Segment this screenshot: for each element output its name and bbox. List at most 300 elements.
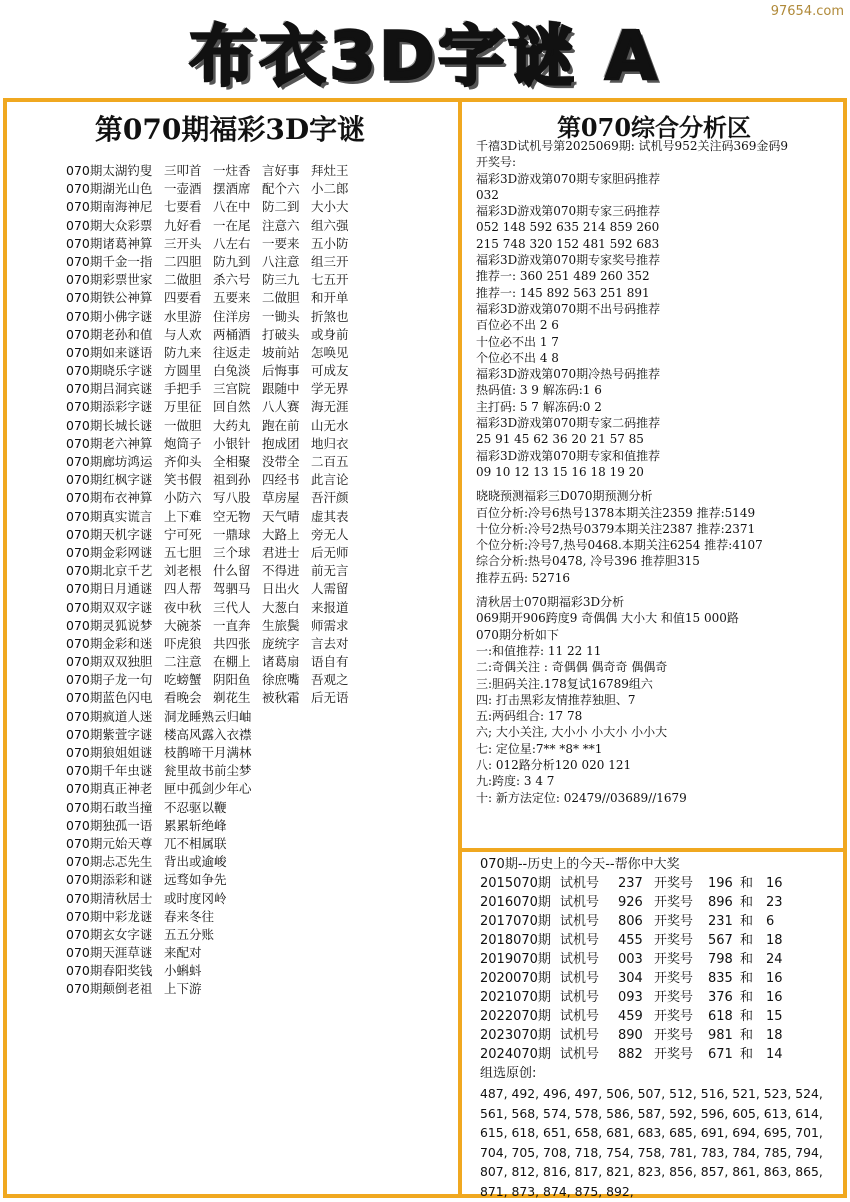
riddle-clue: [311, 817, 381, 835]
riddle-clue: 大葱白: [262, 599, 300, 615]
riddle-clue: 生旅鬓: [262, 617, 300, 633]
riddle-clue: [213, 762, 262, 780]
riddle-source: 070期老孙和值: [66, 326, 153, 342]
riddle-row: [66, 871, 456, 889]
riddle-clue: 或时度冈岭: [164, 890, 227, 906]
riddle-clue: [262, 708, 311, 726]
analysis-line: 070期分析如下: [476, 627, 559, 642]
shiji-label: 试机号: [560, 1047, 600, 1062]
riddle-clue: 被秋霜: [262, 690, 300, 706]
riddle-clue: 防九来: [164, 344, 202, 360]
riddle-clue: 四人帮: [164, 581, 202, 597]
riddle-source: 070期南海神尼: [66, 199, 153, 215]
riddle-clue: 跟随中: [262, 381, 300, 397]
riddle-clue: [213, 853, 262, 871]
riddle-clue: 此言论: [311, 472, 349, 488]
riddle-clue: [311, 944, 381, 962]
riddle-clue: 五小防: [311, 235, 349, 251]
riddle-source: 070期布衣神算: [66, 490, 153, 506]
riddle-clue: 防九到: [213, 253, 251, 269]
riddle-row: [66, 671, 456, 689]
riddle-clue: [213, 744, 262, 762]
riddle-row: [66, 162, 456, 180]
history-period: 2022070期: [480, 1009, 551, 1024]
site-watermark: 97654.com: [770, 4, 844, 19]
riddle-clue: [311, 708, 381, 726]
analysis-line: 215 748 320 152 481 592 683: [476, 236, 660, 251]
analysis-line: 个位分析:冷号7,热号0468.本期关注6254 推荐:4107: [476, 538, 763, 553]
riddle-clue: 吾观之: [311, 672, 349, 688]
analysis-line: 热码值: 3 9 解冻码:1 6: [476, 383, 602, 398]
analysis-gap: [476, 480, 846, 488]
riddle-clue: 回自然: [213, 399, 251, 415]
riddle-clue: 春来冬往: [164, 908, 215, 924]
history-period: 2021070期: [480, 990, 551, 1005]
analysis-line: 069期开906跨度9 奇偶偶 大小大 和值15 000路: [476, 611, 739, 626]
history-period: 2017070期: [480, 914, 551, 929]
riddle-clue: 拜灶王: [311, 163, 349, 178]
riddle-source: 070期清秋居士: [66, 890, 153, 906]
kaijiang-label: 开奖号: [654, 895, 694, 910]
riddle-clue: 徐庶嘴: [262, 672, 300, 688]
kaijiang-label: 开奖号: [654, 1047, 694, 1062]
riddle-clue: [311, 962, 381, 980]
riddle-clue: 全相聚: [213, 454, 251, 469]
analysis-line: 推荐一: 145 892 563 251 891: [476, 285, 650, 300]
riddle-clue: 五五分账: [164, 926, 215, 942]
riddle-source: 070期狼姐姐谜: [66, 745, 153, 760]
shiji-number: 882: [618, 1047, 643, 1062]
riddle-clue: 共四张: [213, 635, 251, 651]
analysis-line: 福彩3D游戏第070期专家和值推荐: [476, 448, 661, 463]
analysis-panel: [476, 138, 846, 806]
riddle-clue: 什么留: [213, 563, 251, 579]
shiji-label: 试机号: [560, 914, 600, 929]
riddle-clue: [311, 853, 381, 871]
riddle-clue: [262, 835, 311, 853]
riddle-clue: 言好事: [262, 163, 300, 178]
sum-value: 16: [766, 971, 783, 986]
shiji-number: 093: [618, 990, 643, 1005]
history-period: 2023070期: [480, 1028, 551, 1043]
riddle-source: 070期小佛字谜: [66, 308, 153, 324]
shiji-label: 试机号: [560, 990, 600, 1005]
kaijiang-number: 567: [708, 933, 733, 948]
riddle-clue: [213, 817, 262, 835]
analysis-line: 二:奇偶关注 : 奇偶偶 偶奇奇 偶偶奇: [476, 660, 668, 675]
history-title: 070期--历史上的今天--帮你中大奖: [480, 857, 680, 872]
sum-label: 和: [740, 952, 754, 967]
riddle-row: [66, 944, 456, 962]
riddle-source: 070期添彩字谜: [66, 399, 153, 415]
sum-value: 23: [766, 895, 783, 910]
riddle-source: 070期疯道人迷: [66, 708, 153, 724]
shiji-number: 455: [618, 933, 643, 948]
history-row: [478, 931, 842, 950]
riddle-clue: 坡前站: [262, 344, 300, 360]
riddle-row: [66, 744, 456, 762]
riddle-clue: 三代人: [213, 599, 251, 615]
kaijiang-number: 981: [708, 1028, 733, 1043]
riddle-row: [66, 653, 456, 671]
analysis-line: 清秋居士070期福彩3D分析: [476, 595, 625, 610]
sum-label: 和: [740, 990, 754, 1005]
analysis-line: 五:两码组合: 17 78: [476, 709, 583, 724]
riddle-clue: [262, 890, 311, 908]
riddle-clue: 空无物: [213, 508, 251, 524]
analysis-line: 十位必不出 1 7: [476, 334, 559, 349]
riddle-row: [66, 708, 456, 726]
riddle-clue: [311, 762, 381, 780]
riddle-clue: [213, 780, 262, 798]
riddle-clue: [213, 871, 262, 889]
sum-value: 16: [766, 876, 783, 891]
riddle-clue: [311, 799, 381, 817]
analysis-line: 052 148 592 635 214 859 260: [476, 220, 660, 235]
history-period: 2024070期: [480, 1047, 551, 1062]
kaijiang-label: 开奖号: [654, 971, 694, 986]
riddle-row: [66, 962, 456, 980]
riddle-clue: 虚其表: [311, 508, 349, 524]
riddle-clue: [213, 980, 262, 998]
riddle-clue: [262, 853, 311, 871]
riddle-clue: [311, 926, 381, 944]
riddle-clue: 住洋房: [213, 308, 251, 324]
riddle-clue: [213, 926, 262, 944]
sum-label: 和: [740, 876, 754, 891]
riddle-row: [66, 617, 456, 635]
riddle-clue: 杀六号: [213, 272, 251, 288]
shiji-number: 890: [618, 1028, 643, 1043]
riddle-clue: [262, 744, 311, 762]
history-row: [478, 1045, 842, 1064]
analysis-line: 开奖号:: [476, 155, 517, 170]
riddle-clue: 四要看: [164, 290, 202, 306]
riddle-row: [66, 635, 456, 653]
riddle-source: 070期廊坊鸿运: [66, 454, 153, 469]
riddle-row: [66, 362, 456, 380]
riddle-row: [66, 526, 456, 544]
riddle-clue: 海无涯: [311, 399, 349, 415]
riddle-clue: 二做胆: [164, 272, 202, 288]
shiji-label: 试机号: [560, 895, 600, 910]
riddle-row: [66, 471, 456, 489]
riddle-source: 070期金彩网谜: [66, 544, 153, 560]
analysis-line: 032: [476, 187, 499, 202]
kaijiang-label: 开奖号: [654, 990, 694, 1005]
riddle-clue: 吓虎狼: [164, 635, 202, 651]
riddle-clue: 日出火: [262, 581, 300, 597]
riddle-clue: [311, 835, 381, 853]
riddle-clue: 来报道: [311, 599, 349, 615]
riddle-clue: 八左右: [213, 235, 251, 251]
analysis-line: 福彩3D游戏第070期专家二码推荐: [476, 416, 661, 431]
sum-label: 和: [740, 1009, 754, 1024]
analysis-line: 福彩3D游戏第070期专家奖号推荐: [476, 253, 661, 268]
riddle-clue: 君进士: [262, 544, 300, 560]
sum-label: 和: [740, 971, 754, 986]
riddle-clue: [311, 980, 381, 998]
history-row: [478, 912, 842, 931]
riddle-clue: 方圆里: [164, 363, 202, 379]
banner-title: 布衣3D字谜 A: [189, 17, 661, 95]
shiji-label: 试机号: [560, 876, 600, 891]
riddle-row: [66, 271, 456, 289]
history-period: 2019070期: [480, 952, 551, 967]
sum-value: 24: [766, 952, 783, 967]
kaijiang-label: 开奖号: [654, 933, 694, 948]
riddle-row: [66, 489, 456, 507]
kaijiang-number: 798: [708, 952, 733, 967]
riddle-row: [66, 217, 456, 235]
analysis-line: 推荐五码: 52716: [476, 570, 571, 585]
riddle-clue: 七要看: [164, 199, 202, 215]
riddle-clue: 注意六: [262, 217, 300, 233]
riddle-row: [66, 853, 456, 871]
history-period: 2018070期: [480, 933, 551, 948]
riddle-source: 070期真实谎言: [66, 508, 153, 524]
riddle-clue: 四经书: [262, 472, 300, 488]
riddle-row: [66, 235, 456, 253]
riddle-clue: [262, 762, 311, 780]
riddle-clue: 二注意: [164, 654, 202, 670]
riddle-section-title: 第070期福彩3D字谜: [94, 113, 366, 146]
riddle-row: [66, 926, 456, 944]
analysis-line: 三:胆码关注.178复试16789组六: [476, 676, 653, 691]
riddle-clue: 一要来: [262, 235, 300, 251]
riddle-clue: 背出或逾峻: [164, 854, 227, 870]
history-table: [478, 874, 842, 1064]
riddle-clue: 三宫院: [213, 381, 251, 397]
riddle-source: 070期真正神老: [66, 781, 153, 797]
analysis-line: 百位分析:冷号6热号1378本期关注2359 推荐:5149: [476, 505, 756, 520]
riddle-clue: 笑书假: [164, 472, 202, 488]
analysis-line: 百位必不出 2 6: [476, 318, 559, 333]
riddle-clue: 白兔淡: [213, 363, 251, 379]
riddle-clue: 摆酒席: [213, 181, 251, 197]
riddle-clue: [262, 726, 311, 744]
riddle-source: 070期玄女字谜: [66, 926, 153, 942]
sum-label: 和: [740, 914, 754, 929]
riddle-clue: 天气晴: [262, 508, 300, 524]
riddle-row: [66, 289, 456, 307]
riddle-clue: 不得进: [262, 563, 300, 579]
shiji-label: 试机号: [560, 971, 600, 986]
riddle-clue: 万里征: [164, 399, 202, 415]
history-period: 2015070期: [480, 876, 551, 891]
riddle-source: 070期颠倒老祖: [66, 981, 153, 997]
riddle-row: [66, 508, 456, 526]
shiji-label: 试机号: [560, 933, 600, 948]
riddle-row: [66, 689, 456, 707]
riddle-source: 070期添彩和谜: [66, 872, 153, 888]
riddle-clue: 大小大: [311, 199, 349, 215]
riddle-clue: 防二到: [262, 199, 300, 215]
riddle-row: [66, 326, 456, 344]
riddle-clue: 防三九: [262, 272, 300, 288]
riddle-row: [66, 453, 456, 471]
shiji-number: 237: [618, 876, 643, 891]
riddle-clue: 在棚上: [213, 654, 251, 670]
riddle-clue: 炮筒子: [164, 435, 202, 451]
riddle-row: [66, 599, 456, 617]
riddle-clue: 一鼎球: [213, 526, 251, 542]
shiji-label: 试机号: [560, 1028, 600, 1043]
riddle-clue: 两桶酒: [213, 326, 251, 342]
riddle-clue: 二做胆: [262, 290, 300, 306]
riddle-clue: 枝鹊啼干月满林: [164, 745, 252, 760]
riddle-row: [66, 726, 456, 744]
riddle-source: 070期太湖钓叟: [66, 163, 153, 178]
riddle-source: 070期天涯草谜: [66, 945, 153, 961]
riddle-clue: 草房屋: [262, 490, 300, 506]
riddle-clue: 语自有: [311, 654, 349, 670]
riddle-clue: 匣中孤剑少年心: [164, 781, 252, 797]
riddle-clue: 人需留: [311, 581, 349, 597]
riddle-row: [66, 308, 456, 326]
riddle-clue: 庞统字: [262, 635, 300, 651]
analysis-line: 推荐一: 360 251 489 260 352: [476, 269, 650, 284]
riddle-row: [66, 890, 456, 908]
riddle-clue: 齐仰头: [164, 454, 202, 469]
riddle-source: 070期灵狐说梦: [66, 617, 153, 633]
riddle-source: 070期彩票世家: [66, 272, 153, 288]
riddle-clue: [311, 908, 381, 926]
riddle-clue: 小二郎: [311, 181, 349, 197]
riddle-row: [66, 799, 456, 817]
riddle-source: 070期天机字谜: [66, 526, 153, 542]
history-row: [478, 950, 842, 969]
riddle-clue: 与人欢: [164, 326, 202, 342]
riddle-source: 070期长城长谜: [66, 417, 153, 433]
riddle-source: 070期红枫字谜: [66, 472, 153, 488]
riddle-clue: 二四胆: [164, 253, 202, 269]
riddle-row: [66, 544, 456, 562]
riddle-row: [66, 435, 456, 453]
riddle-row: [66, 253, 456, 271]
riddle-clue: 剃花生: [213, 690, 251, 706]
analysis-line: 25 91 45 62 36 20 21 57 85: [476, 432, 644, 447]
analysis-line: 千禧3D试机号第2025069期: 试机号952关注码369金码9: [476, 139, 789, 153]
riddle-clue: 后无语: [311, 690, 349, 706]
riddle-clue: 九好看: [164, 217, 202, 233]
riddle-clue: 诸葛扇: [262, 654, 300, 670]
riddle-row: [66, 780, 456, 798]
history-period: 2020070期: [480, 971, 551, 986]
analysis-line: 综合分析:热号0478, 冷号396 推荐胆315: [476, 554, 700, 569]
kaijiang-label: 开奖号: [654, 876, 694, 891]
riddle-clue: 阴阳鱼: [213, 672, 251, 688]
riddle-source: 070期湖光山色: [66, 181, 153, 197]
riddle-clue: 楼高风露入衣襟: [164, 726, 252, 742]
riddle-clue: [311, 871, 381, 889]
sum-value: 18: [766, 1028, 783, 1043]
riddle-source: 070期日月通谜: [66, 581, 153, 597]
riddle-clue: 后悔事: [262, 363, 300, 379]
riddle-clue: [262, 871, 311, 889]
riddle-clue: 三开头: [164, 235, 202, 251]
riddle-row: [66, 398, 456, 416]
riddle-clue: 瓮里故书前尘梦: [164, 763, 252, 779]
riddle-source: 070期诸葛神算: [66, 235, 153, 251]
analysis-line: 福彩3D游戏第070期专家三码推荐: [476, 204, 661, 219]
riddle-row: [66, 835, 456, 853]
riddle-source: 070期如来谜语: [66, 344, 153, 360]
analysis-line: 七: 定位星:7** *8* **1: [476, 741, 603, 756]
riddle-clue: [213, 962, 262, 980]
analysis-line: 九:跨度: 3 4 7: [476, 774, 555, 789]
combo-title: 组选原创:: [480, 1066, 537, 1081]
history-row: [478, 988, 842, 1007]
riddle-clue: 驾驷马: [213, 581, 251, 597]
shiji-number: 926: [618, 895, 643, 910]
analysis-gap: [476, 586, 846, 594]
kaijiang-label: 开奖号: [654, 1009, 694, 1024]
riddle-clue: 一在尾: [213, 217, 251, 233]
riddle-source: 070期忐忑先生: [66, 854, 153, 870]
sum-label: 和: [740, 1047, 754, 1062]
riddle-clue: 写八股: [213, 490, 251, 506]
analysis-line: 四: 打击黑彩友情推荐独胆、7: [476, 692, 636, 707]
riddle-clue: 八在中: [213, 199, 251, 215]
riddle-clue: 组三开: [311, 253, 349, 269]
riddle-source: 070期独孤一语: [66, 817, 153, 833]
riddle-clue: 宁可死: [164, 526, 202, 542]
riddle-clue: 吾汗颜: [311, 490, 349, 506]
riddle-source: 070期老六神算: [66, 435, 153, 451]
riddle-row: [66, 198, 456, 216]
riddle-clue: [311, 890, 381, 908]
riddle-clue: 五七胆: [164, 544, 202, 560]
sum-label: 和: [740, 1028, 754, 1043]
riddle-clue: 小蝌蚪: [164, 963, 202, 979]
riddle-clue: 旁无人: [311, 526, 349, 542]
riddle-clue: 一做胆: [164, 417, 202, 433]
riddle-clue: [213, 835, 262, 853]
riddle-clue: [311, 744, 381, 762]
riddle-clue: [213, 908, 262, 926]
riddle-row: [66, 380, 456, 398]
riddle-clue: 组六强: [311, 217, 349, 233]
riddle-row: [66, 180, 456, 198]
shiji-number: 304: [618, 971, 643, 986]
sum-value: 18: [766, 933, 783, 948]
analysis-section-title: 第070综合分析区: [556, 113, 752, 142]
riddle-clue: 刘老根: [164, 563, 202, 579]
shiji-label: 试机号: [560, 1009, 600, 1024]
riddle-clue: [262, 962, 311, 980]
riddle-clue: 往返走: [213, 344, 251, 360]
riddle-row: [66, 817, 456, 835]
riddle-source: 070期晓乐字谜: [66, 363, 153, 379]
banner: [0, 8, 850, 95]
riddle-clue: 一直奔: [213, 617, 251, 633]
kaijiang-number: 618: [708, 1009, 733, 1024]
analysis-line: 福彩3D游戏第070期专家胆码推荐: [476, 171, 661, 186]
riddle-clue: 抱成团: [262, 435, 300, 451]
riddle-clue: 祖到孙: [213, 472, 251, 488]
riddle-clue: 上下游: [164, 981, 202, 997]
riddle-clue: [262, 780, 311, 798]
riddle-clue: [262, 980, 311, 998]
riddle-source: 070期铁公神算: [66, 290, 153, 306]
kaijiang-number: 231: [708, 914, 733, 929]
combo-numbers: 487, 492, 496, 497, 506, 507, 512, 516, 521, 523, 524, 561, 568, 574, 578, 586, 587, 592, 596, 605, 613, 614, 615, 618, 651, 658, 681, 683, 685, 691, 694, 695, 701, 704, 705, 708, 718, 754, 758, 781, 783, 784, 785, 794, 807, 812, 816, 817, 821, 823, 856, 857, 861, 863, 865, 871, 873, 874, 875, 892,: [480, 1086, 823, 1199]
riddle-source: 070期子龙一句: [66, 672, 153, 688]
riddle-clue: 来配对: [164, 945, 202, 961]
analysis-line: 福彩3D游戏第070期冷热号码推荐: [476, 367, 661, 382]
analysis-line: 八: 012路分析120 020 121: [476, 757, 632, 772]
